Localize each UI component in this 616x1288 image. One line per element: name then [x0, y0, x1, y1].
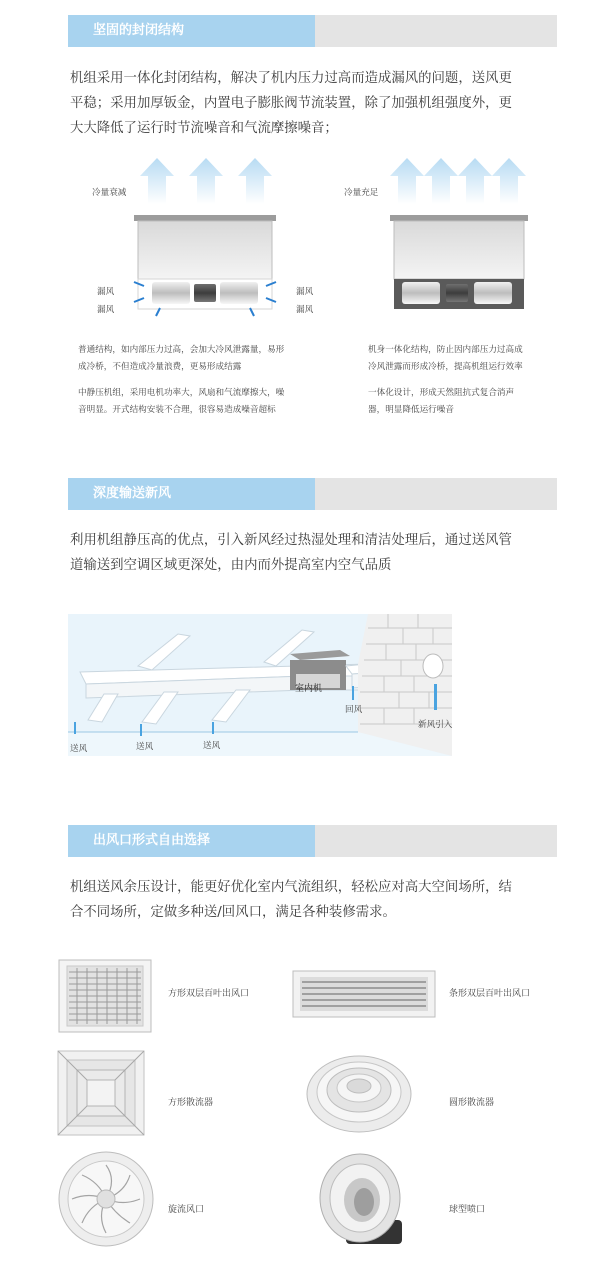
sealed-unit-illustration — [390, 158, 540, 328]
indoor-unit-label: 室内机 — [295, 684, 323, 694]
ball-nozzle-icon — [318, 1150, 410, 1248]
section-header-outlets — [68, 825, 557, 857]
section-header-sealed — [68, 15, 557, 47]
square-diffuser-icon — [57, 1050, 145, 1136]
leaky-unit-illustration — [130, 158, 300, 328]
leak-label: 漏风 — [97, 287, 115, 297]
section-header-fresh-air — [68, 478, 557, 510]
fresh-air-in-label: 新风引入 — [418, 720, 453, 730]
return-air-label: 回风 — [345, 705, 363, 715]
product-label: 圆形散流器 — [449, 1098, 495, 1108]
swirl-outlet-icon — [57, 1150, 155, 1248]
right-note-2: 一体化设计，形成天然阻抗式复合消声 器，明显降低运行噪音 — [368, 388, 515, 415]
section-title: 坚固的封闭结构 — [68, 15, 315, 47]
product-label: 方形散流器 — [168, 1098, 214, 1108]
product-label: 球型喷口 — [449, 1205, 486, 1215]
leak-label: 漏风 — [97, 305, 115, 315]
cold-sufficient-label: 冷量充足 — [344, 188, 379, 198]
right-note-1: 机身一体化结构，防止因内部压力过高成 冷风泄露而形成冷桥，提高机组运行效率 — [368, 345, 523, 372]
supply-label: 送风 — [70, 744, 88, 754]
left-note-1: 普通结构，如内部压力过高，会加大冷风泄露量，易形 成冷桥，不但造成冷量浪费，更易形成结露 — [78, 345, 285, 372]
sealed-paragraph: 机组采用一体化封闭结构，解决了机内压力过高而造成漏风的问题，送风更 平稳；采用加厚钣金，内置电子膨胀阀节流装置，除了加强机组强度外，更 大大降低了运行时节流噪音和气流摩擦噪音； — [70, 71, 512, 136]
section-title: 深度输送新风 — [68, 478, 315, 510]
airflow-arrows — [390, 158, 526, 204]
product-label: 方形双层百叶出风口 — [168, 989, 250, 999]
product-label: 旋流风口 — [168, 1205, 205, 1215]
round-diffuser-icon — [304, 1050, 414, 1134]
leak-label: 漏风 — [296, 305, 314, 315]
square-double-louver-icon — [57, 958, 153, 1034]
product-label: 条形双层百叶出风口 — [449, 989, 531, 999]
supply-label: 送风 — [203, 741, 221, 751]
left-note-2: 中静压机组，采用电机功率大，风扇和气流摩擦大，噪 音明显。开式结构安装不合理，很容易造成噪音超标 — [78, 388, 285, 415]
duct-system-illustration — [68, 614, 452, 756]
section-title: 出风口形式自由选择 — [68, 825, 315, 857]
outlets-paragraph: 机组送风余压设计，能更好优化室内气流组织，轻松应对高大空间场所，结 合不同场所，定做多种送/回风口，满足各种装修需求。 — [70, 880, 512, 920]
supply-label: 送风 — [136, 742, 154, 752]
airflow-arrows — [140, 158, 272, 204]
leak-label: 漏风 — [296, 287, 314, 297]
fresh-air-paragraph: 利用机组静压高的优点，引入新风经过热湿处理和清洁处理后，通过送风管 道输送到空调区域更深处，由内而外提高室内空气品质 — [70, 533, 512, 573]
cold-attenuation-label: 冷量衰减 — [92, 188, 127, 198]
bar-double-louver-icon — [292, 970, 436, 1018]
